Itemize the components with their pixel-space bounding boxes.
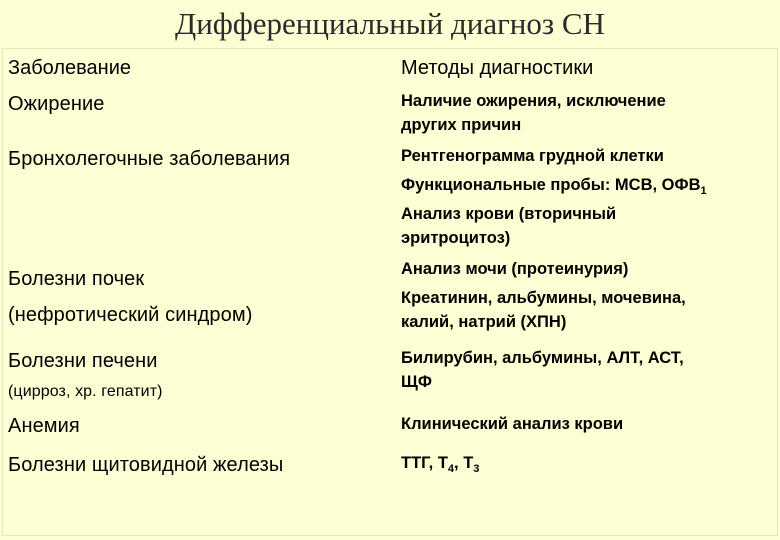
row-liver-disease: [8, 350, 163, 401]
row-thyroid-methods: [401, 451, 479, 475]
method-line: Билирубин, альбумины, АЛТ, АСТ,: [401, 349, 684, 367]
row-thyroid-disease: Болезни щитовидной железы: [8, 454, 284, 476]
subscript: 3: [473, 463, 480, 475]
method-line: Анализ мочи (протеинурия): [401, 260, 629, 278]
disease-line: (цирроз, хр. гепатит): [8, 383, 163, 400]
row-obesity-methods: [401, 89, 666, 137]
subscript: 1: [700, 185, 707, 197]
row-anemia-methods: [401, 412, 623, 436]
method-line: эритроцитоз): [401, 229, 511, 247]
column-header-disease: Заболевание: [8, 57, 131, 79]
method-line: Наличие ожирения, исключение: [401, 92, 666, 110]
method-line: ЩФ: [401, 373, 432, 391]
method-text: Функциональные пробы: МСВ, ОФВ: [401, 176, 701, 194]
row-bronchopulmonary-disease: Бронхолегочные заболевания: [8, 148, 291, 170]
subscript: 4: [447, 463, 455, 475]
method-line: Анализ крови (вторичный: [401, 205, 617, 223]
row-kidney-methods: [401, 257, 686, 334]
row-bronchopulmonary-methods: [401, 144, 707, 250]
column-header-methods: Методы диагностики: [401, 57, 594, 79]
method-line: других причин: [401, 116, 522, 134]
method-text: , Т: [454, 454, 474, 472]
row-obesity-disease: Ожирение: [8, 93, 105, 115]
method-line: [401, 173, 707, 197]
method-line: Клинический анализ крови: [401, 415, 624, 433]
row-kidney-disease: [8, 261, 252, 333]
page-title: Дифференциальный диагноз СН: [175, 6, 605, 41]
row-anemia-disease: Анемия: [8, 415, 80, 437]
method-line: Рентгенограмма грудной клетки: [401, 147, 664, 165]
method-line: калий, натрий (ХПН): [401, 313, 567, 331]
diagnosis-table: [2, 48, 778, 536]
method-line: [401, 451, 479, 475]
disease-line: Болезни почек: [8, 268, 145, 290]
row-liver-methods: [401, 346, 684, 394]
disease-line: (нефротический синдром): [8, 304, 253, 326]
method-text: ТТГ, Т: [401, 454, 448, 472]
disease-line: Болезни печени: [8, 350, 158, 372]
method-line: Креатинин, альбумины, мочевина,: [401, 289, 686, 307]
